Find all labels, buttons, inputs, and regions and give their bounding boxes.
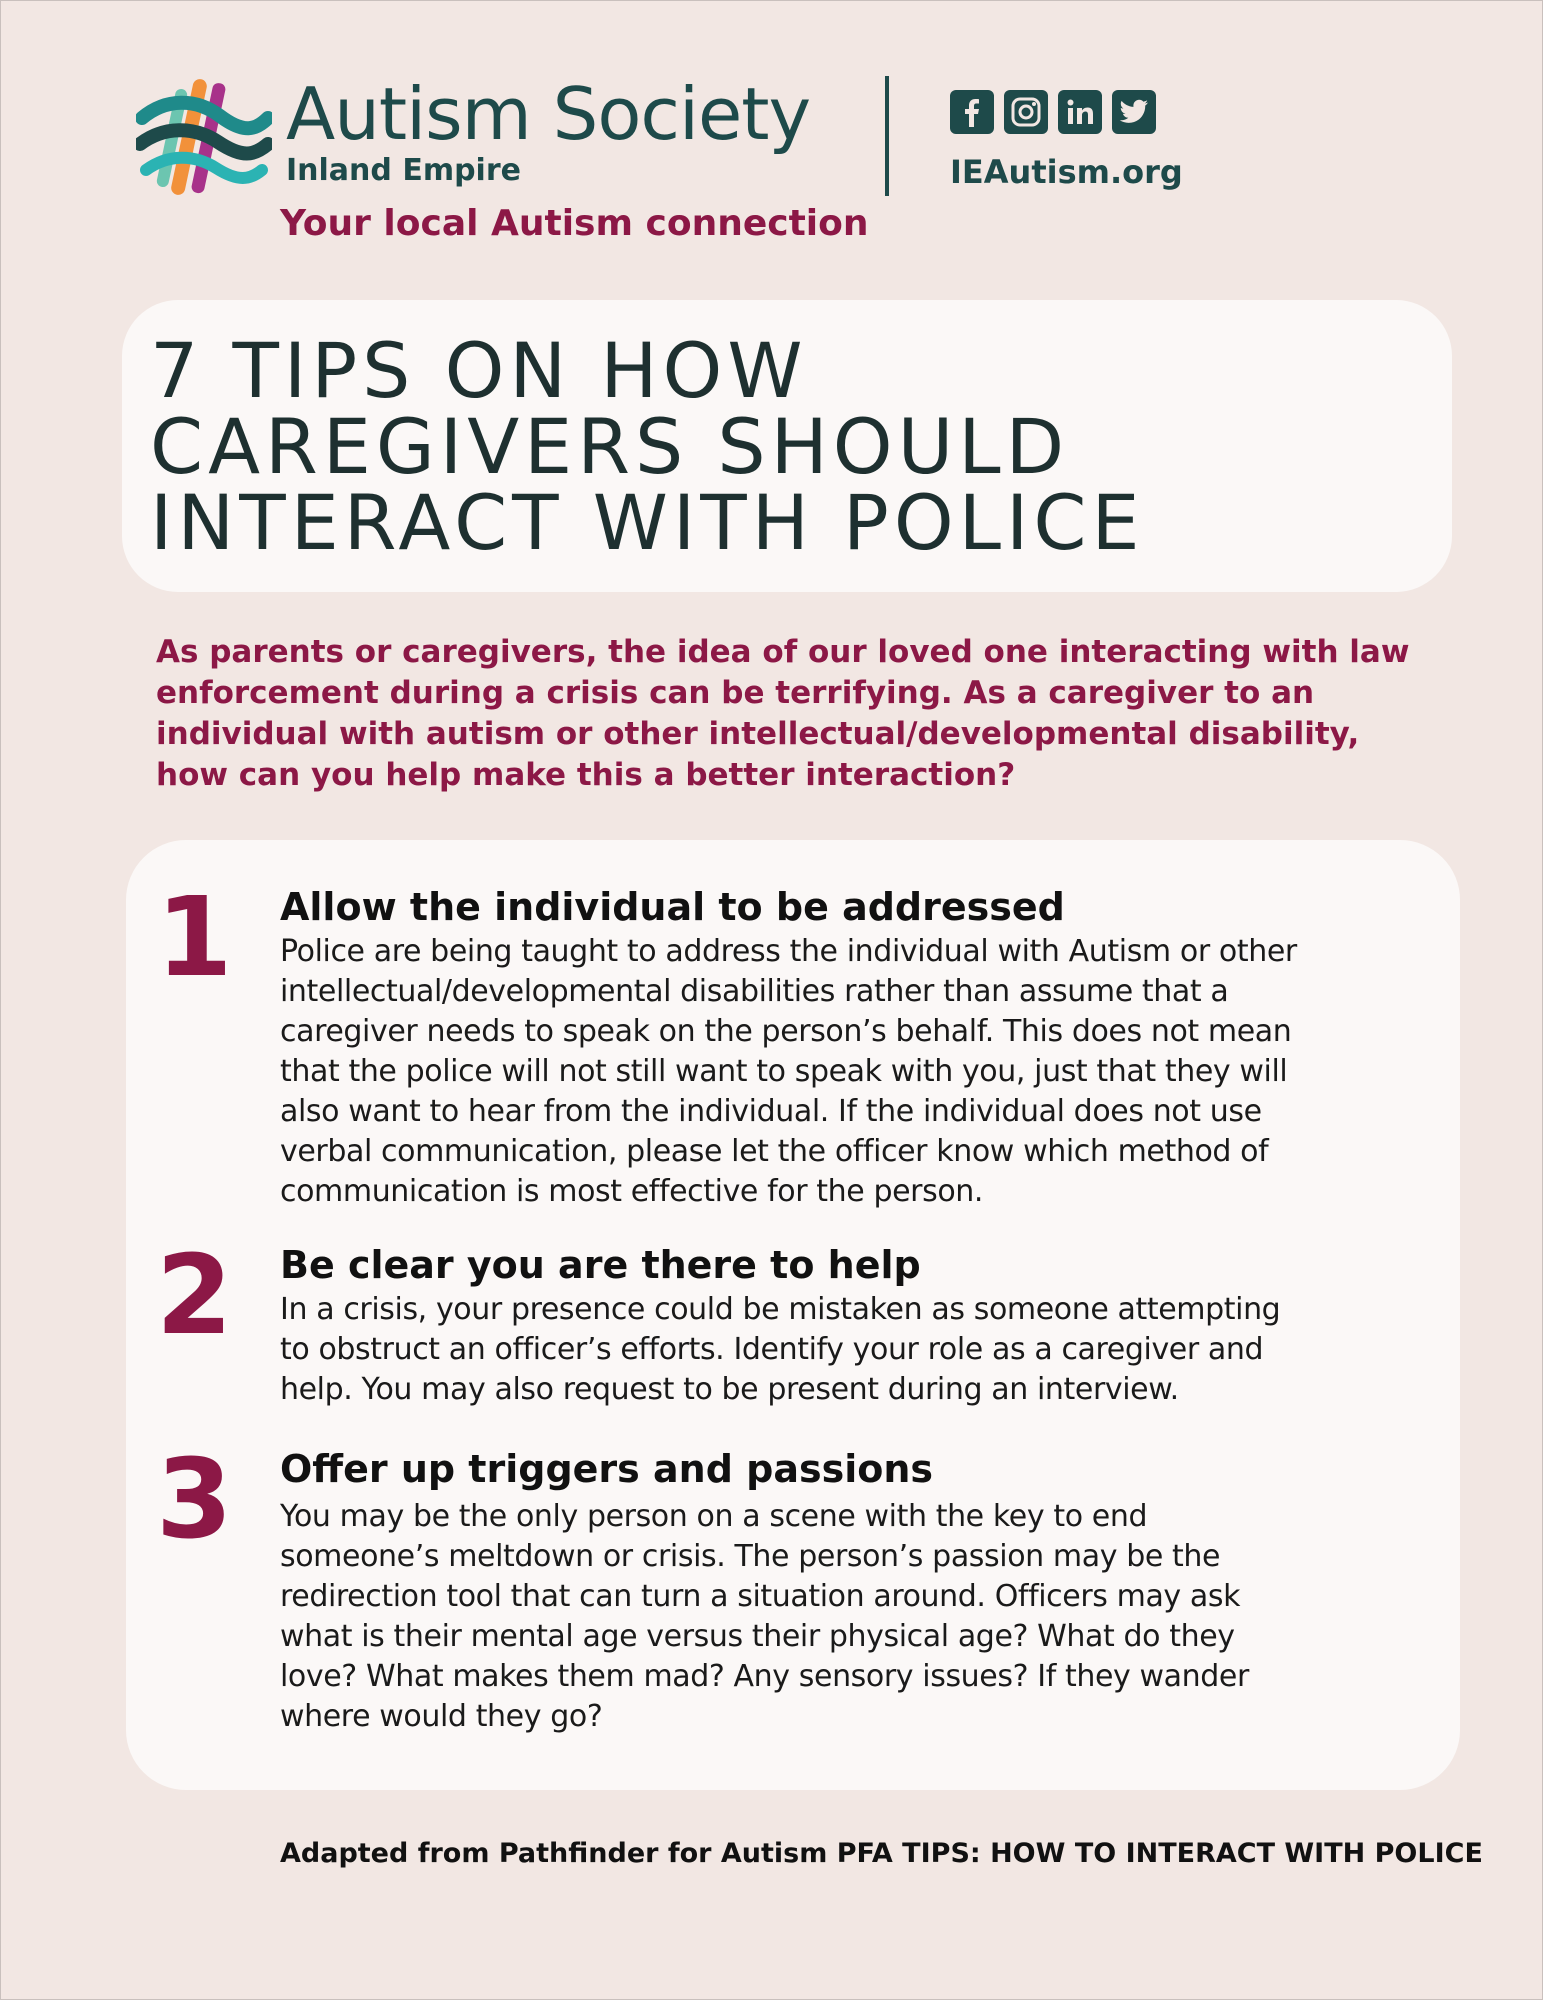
social-links (950, 90, 1156, 134)
header-divider (885, 76, 889, 196)
tip-body-line: help. You may also request to be present during an interview. (280, 1372, 1179, 1407)
tip-body-line: what is their mental age versus their physical age? What do they (280, 1619, 1235, 1654)
tip-body-line: You may be the only person on a scene with the key to end (280, 1499, 1148, 1534)
tip-body-line: communication is most effective for the person. (280, 1174, 984, 1209)
tip-title: Offer up triggers and passions (280, 1447, 934, 1491)
tip-body-line: intellectual/developmental disabilities rather than assume that a (280, 974, 1229, 1009)
title-line: CAREGIVERS SHOULD (150, 402, 1070, 491)
intro-paragraph: As parents or caregivers, the idea of our loved one interacting with law enforcement during a crisis can be terrifying. As a caregiver to an individual with autism or other intellectual/developmental disability, how can you help make this a better interaction? (156, 634, 1410, 793)
website-link[interactable]: IEAutism.org (950, 153, 1183, 191)
tip-body-line: caregiver needs to speak on the person’s behalf. This does not mean (280, 1014, 1292, 1049)
facebook-icon[interactable] (950, 90, 994, 134)
tip-body-line: to obstruct an officer’s efforts. Identify your role as a caregiver and (280, 1332, 1264, 1367)
tagline: Your local Autism connection (280, 203, 869, 244)
tip-body (280, 1497, 1440, 1737)
source-note: Adapted from Pathfinder for Autism PFA TIPS: HOW TO INTERACT WITH POLICE (280, 1838, 1483, 1869)
org-subtitle: Inland Empire (286, 153, 521, 188)
tip-body (280, 932, 1440, 1212)
tip-body (280, 1290, 1440, 1410)
title-line: 7 TIPS ON HOW (150, 326, 808, 415)
tip-body-line: In a crisis, your presence could be mistaken as someone attempting (280, 1292, 1281, 1327)
twitter-icon[interactable] (1112, 90, 1156, 134)
title-line: INTERACT WITH POLICE (150, 478, 1145, 567)
tip-title: Allow the individual to be addressed (280, 885, 1065, 929)
page-title (150, 326, 1440, 567)
tip-title: Be clear you are there to help (280, 1243, 921, 1287)
tip-number: 3 (156, 1435, 233, 1563)
tip-body-line: that the police will not still want to speak with you, just that they will (280, 1054, 1288, 1089)
org-name: Autism Society (286, 72, 811, 156)
tip-body-line: someone’s meltdown or crisis. The person’s passion may be the (280, 1539, 1221, 1574)
tip-body-line: also want to hear from the individual. If the individual does not use (280, 1094, 1262, 1129)
tip-number: 2 (156, 1231, 233, 1359)
tip-body-line: love? What makes them mad? Any sensory issues? If they wander (280, 1659, 1249, 1694)
tip-body-line: verbal communication, please let the officer know which method of (280, 1134, 1269, 1169)
tip-body-line: redirection tool that can turn a situation around. Officers may ask (280, 1579, 1241, 1614)
tip-body-line: where would they go? (280, 1699, 603, 1734)
instagram-icon[interactable] (1004, 90, 1048, 134)
autism-society-logo (136, 74, 272, 206)
linkedin-icon[interactable] (1058, 90, 1102, 134)
tip-body-line: Police are being taught to address the individual with Autism or other (280, 934, 1297, 969)
tip-number: 1 (156, 873, 233, 1001)
